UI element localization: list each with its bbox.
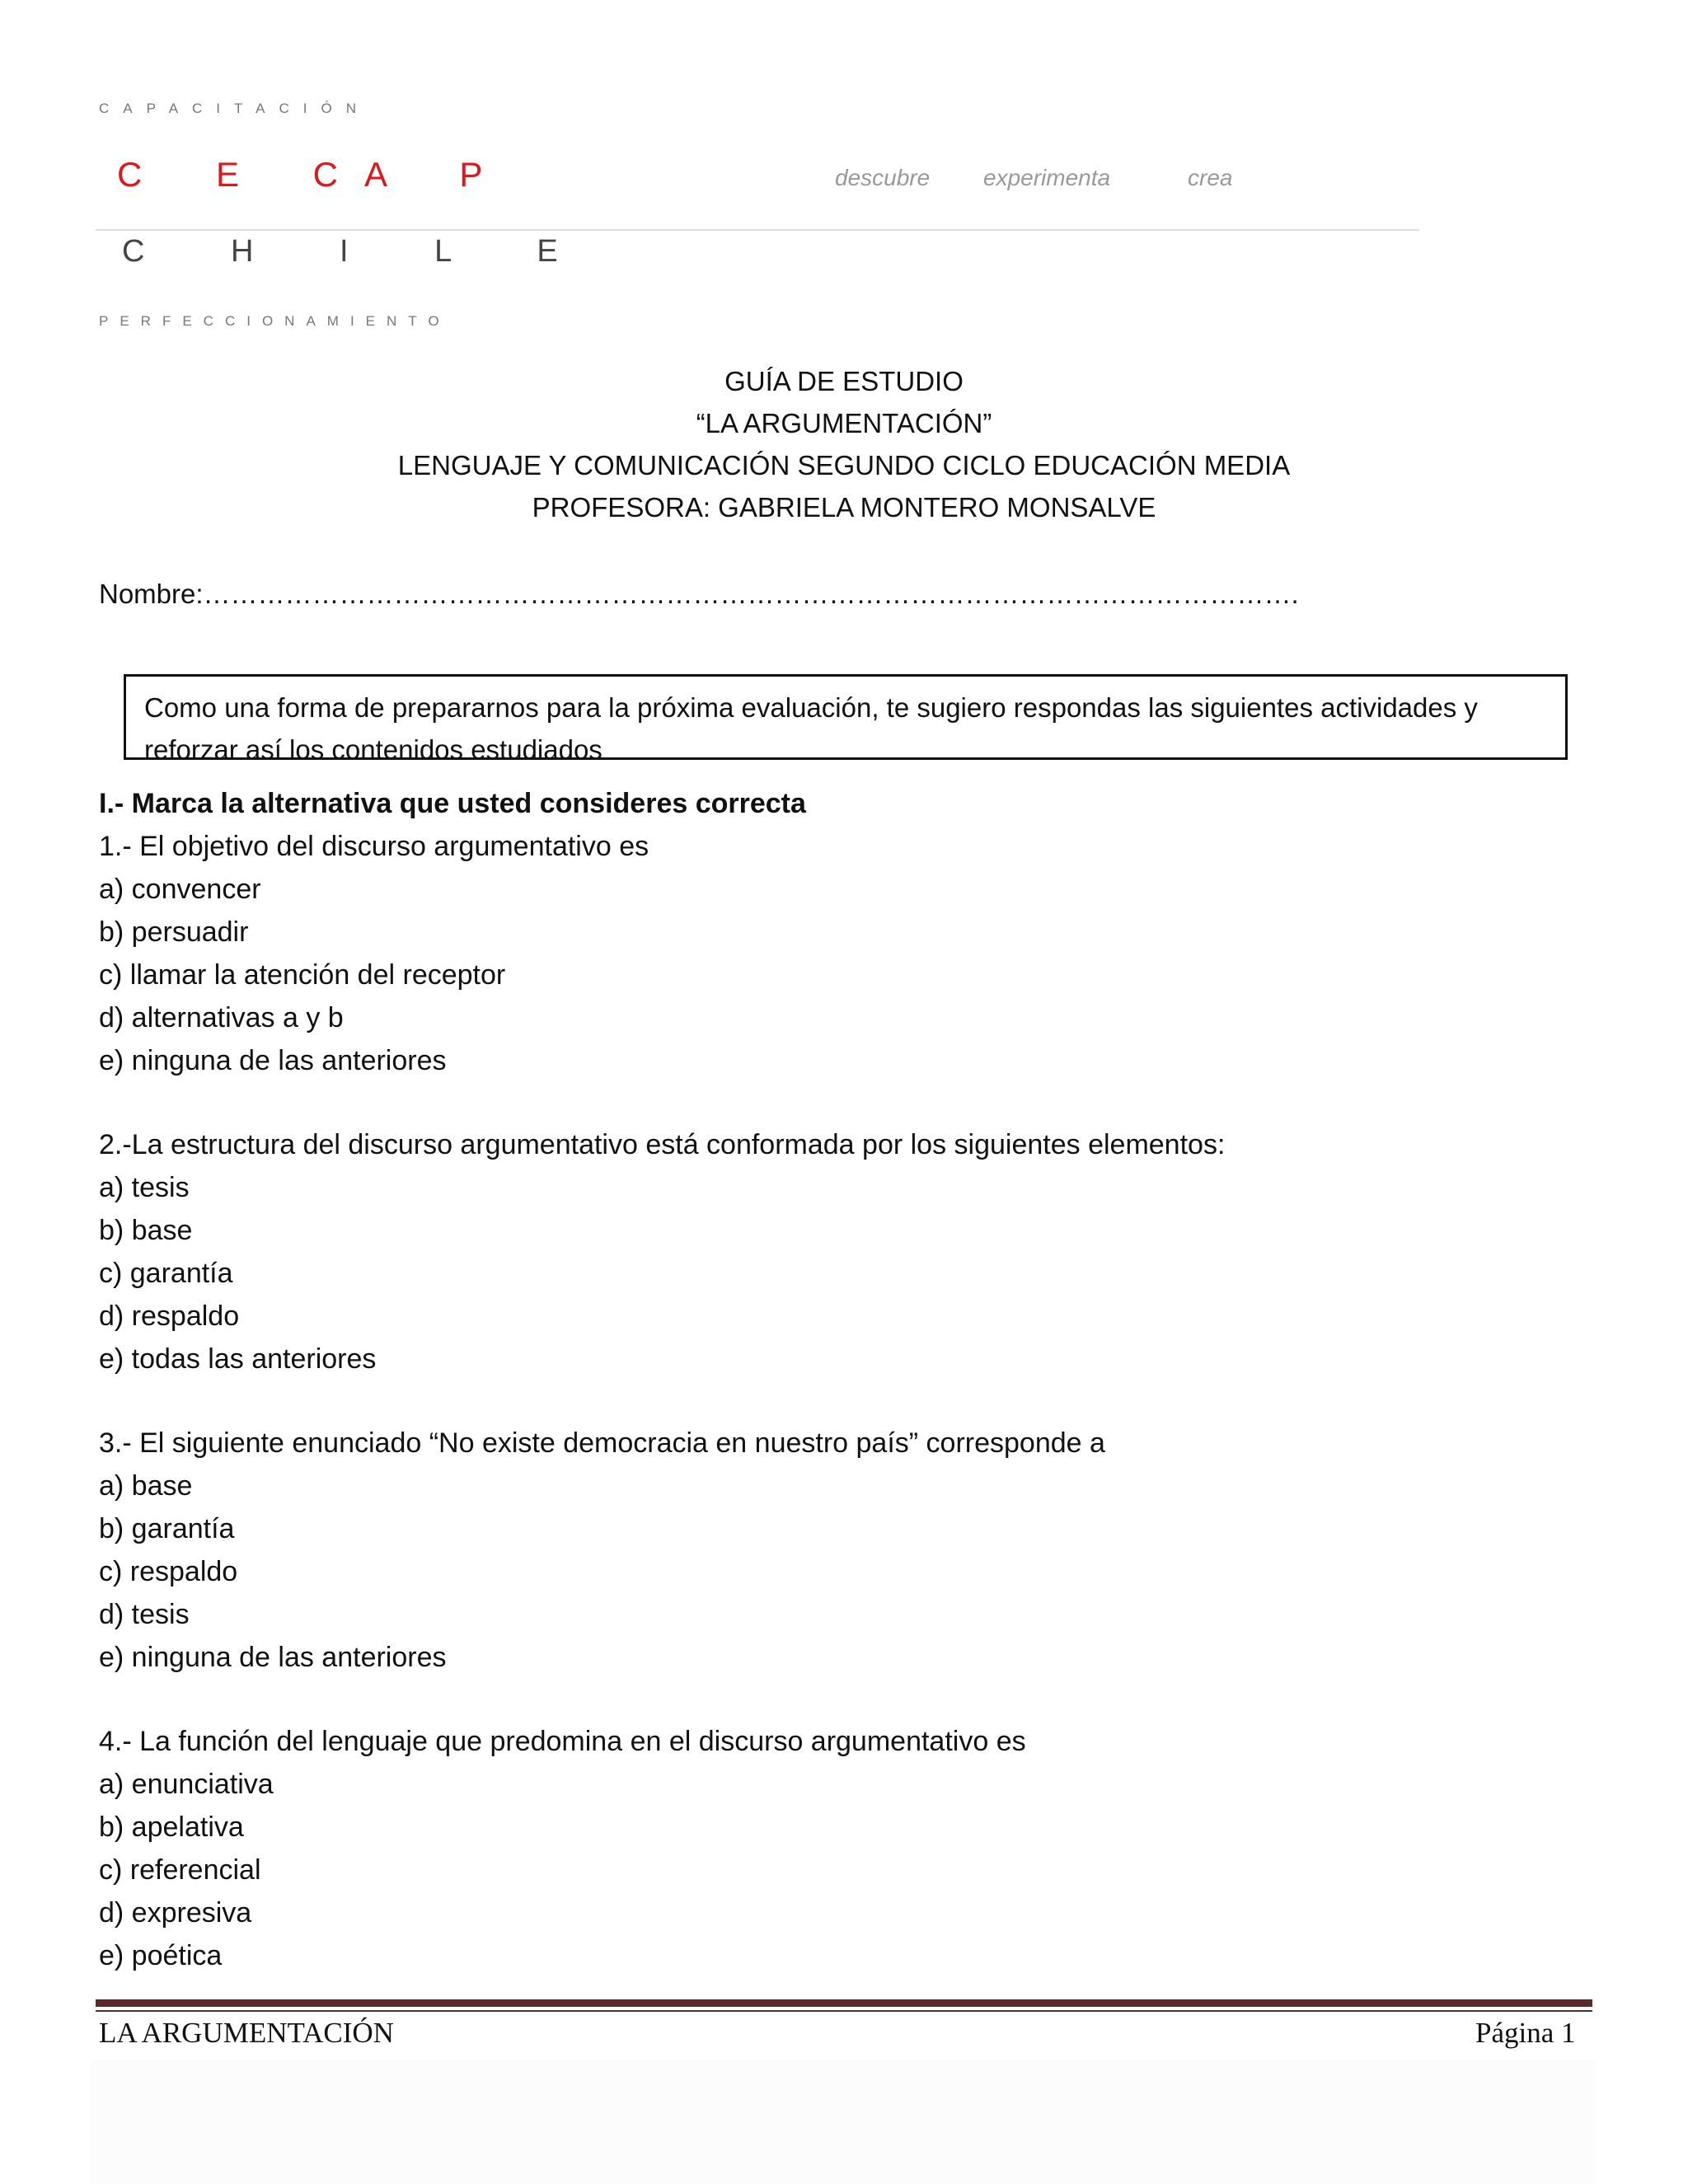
question-1-option-c: c) llamar la atención del receptor [99, 959, 506, 991]
question-3-option-a: a) base [99, 1470, 193, 1502]
question-2-option-d: d) respaldo [99, 1301, 240, 1332]
doc-subtitle: “LA ARGUMENTACIÓN” [696, 408, 992, 438]
logo-cecap: C E CA P [117, 155, 509, 194]
question-1-option-d: d) alternativas a y b [99, 1002, 344, 1033]
question-4-option-c: c) referencial [99, 1854, 261, 1886]
header-bottom-label: PERFECCIONAMIENTO [99, 313, 451, 329]
page-number: Página 1 [1475, 2017, 1576, 2049]
question-3-option-e: e) ninguna de las anteriores [99, 1642, 447, 1673]
header-divider [96, 229, 1419, 231]
question-4-prompt: 4.- La función del lenguaje que predomina en el discurso argumentativo es [99, 1726, 1026, 1757]
tagline-descubre: descubre [835, 165, 931, 190]
question-3-prompt: 3.- El siguiente enunciado “No existe democracia en nuestro país” corresponde a [99, 1427, 1105, 1459]
question-1-prompt: 1.- El objetivo del discurso argumentativo es [99, 831, 649, 862]
footer-rule [96, 1999, 1592, 2007]
name-field: Nombre:…………………………………………………………………………………………………………. [99, 579, 1299, 609]
doc-course: LENGUAJE Y COMUNICACIÓN SEGUNDO CICLO EDUCACIÓN MEDIA [397, 450, 1291, 480]
question-4-option-b: b) apelativa [99, 1811, 244, 1843]
question-1-option-e: e) ninguna de las anteriores [99, 1045, 447, 1076]
question-2-option-e: e) todas las anteriores [99, 1343, 377, 1375]
intro-box [124, 674, 1568, 765]
question-2-prompt: 2.-La estructura del discurso argumentativo está conformada por los siguientes elementos: [99, 1129, 1226, 1160]
footer-title: LA ARGUMENTACIÓN [99, 2017, 394, 2049]
intro-line-1: Como una forma de prepararnos para la próxima evaluación, te sugiero respondas las siguientes actividades y [144, 692, 1478, 723]
question-3-option-b: b) garantía [99, 1513, 235, 1544]
question-4-option-e: e) poética [99, 1940, 223, 1971]
question-1-option-a: a) convencer [99, 874, 261, 905]
footer-rule-thin [96, 2010, 1592, 2012]
tagline-experimenta: experimenta [983, 165, 1111, 190]
question-4-option-d: d) expresiva [99, 1897, 252, 1929]
question-4-option-a: a) enunciativa [99, 1769, 274, 1800]
question-1-option-b: b) persuadir [99, 916, 249, 948]
section-heading: I.- Marca la alternativa que usted consideres correcta [99, 788, 806, 819]
intro-line-2: reforzar así los contenidos estudiados [144, 734, 603, 765]
question-3-option-c: c) respaldo [99, 1556, 238, 1587]
question-3-option-d: d) tesis [99, 1599, 190, 1630]
doc-teacher: PROFESORA: GABRIELA MONTERO MONSALVE [532, 492, 1156, 523]
logo-chile: C H I L E [122, 234, 588, 269]
question-2-option-b: b) base [99, 1215, 193, 1246]
doc-title: GUÍA DE ESTUDIO [724, 366, 964, 396]
footer-area [91, 2060, 1596, 2184]
header-top-label: CAPACITACIÓN [99, 101, 370, 116]
question-2-option-c: c) garantía [99, 1258, 233, 1289]
tagline-crea: crea [1188, 165, 1233, 190]
question-2-option-a: a) tesis [99, 1172, 190, 1203]
